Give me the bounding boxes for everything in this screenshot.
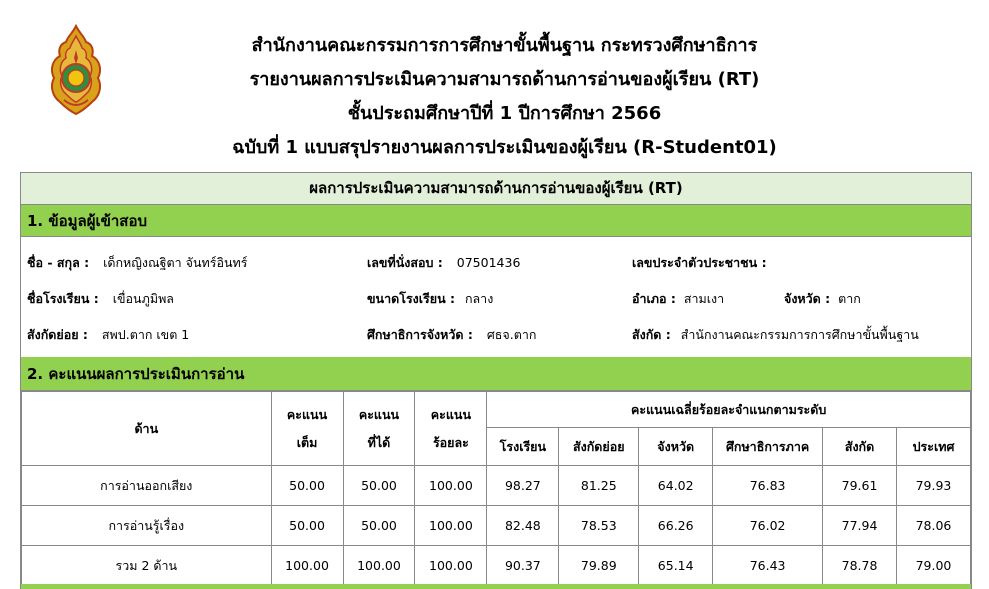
area-avg-cell: 79.89 xyxy=(559,546,639,586)
report-frame xyxy=(20,172,972,589)
school-avg-cell: 82.48 xyxy=(487,506,559,546)
aspect-column-header: ด้าน xyxy=(22,392,272,466)
aspect-cell: รวม 2 ด้าน xyxy=(22,546,272,586)
province-label: จังหวัด : xyxy=(784,291,831,306)
table-row xyxy=(22,466,971,506)
sub-affiliation-label: สังกัดย่อย : xyxy=(27,327,88,342)
aspect-cell: การอ่านรู้เรื่อง xyxy=(22,506,272,546)
provincial-education-field xyxy=(367,327,536,343)
header-report-name-line: รายงานผลการประเมินความสามารถด้านการอ่านของผู้เรียน (RT) xyxy=(249,69,760,90)
full-score-cell: 50.00 xyxy=(271,506,343,546)
country-avg-column-header: ประเทศ xyxy=(896,428,970,466)
affiliation-avg-column-header: สังกัด xyxy=(823,428,897,466)
seat-number-value: 07501436 xyxy=(456,255,521,270)
district-field xyxy=(632,291,724,307)
area-avg-column-header: สังกัดย่อย xyxy=(559,428,639,466)
student-name-field xyxy=(27,255,247,271)
country-avg-cell: 79.93 xyxy=(896,466,970,506)
percent-score-cell: 100.00 xyxy=(415,546,487,586)
obtained-score-cell: 100.00 xyxy=(343,546,415,586)
school-size-label: ขนาดโรงเรียน : xyxy=(367,291,455,306)
province-avg-column-header: จังหวัด xyxy=(639,428,713,466)
report-title-bar: ผลการประเมินความสามารถด้านการอ่านของผู้เรียน (RT) xyxy=(21,173,971,205)
affiliation-label: สังกัด : xyxy=(632,327,671,342)
obtained-score-column-header xyxy=(343,392,415,466)
sub-affiliation-value: สพป.ตาก เขต 1 xyxy=(101,327,190,342)
obtained-score-cell: 50.00 xyxy=(343,466,415,506)
province-field xyxy=(784,291,861,307)
affiliation-value: สำนักงานคณะกรรมการการศึกษาขั้นพื้นฐาน xyxy=(680,327,919,342)
header-form-line: ฉบับที่ 1 แบบสรุปรายงานผลการประเมินของผู้เรียน (R-Student01) xyxy=(232,137,777,158)
school-name-value: เขื่อนภูมิพล xyxy=(112,291,174,306)
obtained-score-header-line2: ที่ได้ xyxy=(367,434,391,450)
country-avg-cell: 79.00 xyxy=(896,546,970,586)
school-avg-column-header: โรงเรียน xyxy=(487,428,559,466)
affiliation-avg-cell: 79.61 xyxy=(823,466,897,506)
student-name-value: เด็กหญิงณฐิตา จันทร์อินทร์ xyxy=(103,255,248,270)
percent-score-column-header xyxy=(415,392,487,466)
table-row xyxy=(22,546,971,586)
region-avg-cell: 76.43 xyxy=(713,546,823,586)
section-2-header: 2. คะแนนผลการประเมินการอ่าน xyxy=(21,357,971,391)
area-avg-cell: 81.25 xyxy=(559,466,639,506)
district-value: สามเงา xyxy=(683,291,725,306)
affiliation-avg-cell: 78.78 xyxy=(823,546,897,586)
percent-score-cell: 100.00 xyxy=(415,466,487,506)
provincial-education-label: ศึกษาธิการจังหวัด : xyxy=(367,327,473,342)
school-size-field xyxy=(367,291,493,307)
province-avg-cell: 64.02 xyxy=(639,466,713,506)
aspect-cell: การอ่านออกเสียง xyxy=(22,466,272,506)
full-score-header-line1: คะแนน xyxy=(286,406,328,422)
header-grade-year-line: ชั้นประถมศึกษาปีที่ 1 ปีการศึกษา 2566 xyxy=(347,103,662,124)
student-name-label: ชื่อ - สกุล : xyxy=(27,255,90,270)
section-1-header: 1. ข้อมูลผู้เข้าสอบ xyxy=(21,205,971,237)
school-avg-cell: 98.27 xyxy=(487,466,559,506)
school-avg-cell: 90.37 xyxy=(487,546,559,586)
header-agency-line: สำนักงานคณะกรรมการการศึกษาขั้นพื้นฐาน กระทรวงศึกษาธิการ xyxy=(251,35,758,56)
reading-scores-table xyxy=(21,391,971,586)
next-section-strip xyxy=(21,584,971,589)
provincial-education-value: ศธจ.ตาก xyxy=(486,327,537,342)
school-size-value: กลาง xyxy=(464,291,494,306)
school-name-field xyxy=(27,291,174,307)
country-avg-cell: 78.06 xyxy=(896,506,970,546)
seat-number-label: เลขที่นั่งสอบ : xyxy=(367,255,443,270)
province-value: ตาก xyxy=(838,291,861,306)
citizen-id-label: เลขประจำตัวประชาชน : xyxy=(632,255,767,270)
district-label: อำเภอ : xyxy=(632,291,676,306)
full-score-header-line2: เต็ม xyxy=(296,434,318,450)
sub-affiliation-field xyxy=(27,327,189,343)
obtained-score-header-line1: คะแนน xyxy=(358,406,400,422)
seat-number-field xyxy=(367,255,520,271)
area-avg-cell: 78.53 xyxy=(559,506,639,546)
affiliation-field xyxy=(632,327,919,343)
province-avg-cell: 65.14 xyxy=(639,546,713,586)
province-avg-cell: 66.26 xyxy=(639,506,713,546)
average-by-level-group-header: คะแนนเฉลี่ยร้อยละจำแนกตามระดับ xyxy=(487,392,971,428)
percent-score-header-line1: คะแนน xyxy=(430,406,472,422)
full-score-cell: 100.00 xyxy=(271,546,343,586)
table-row xyxy=(22,506,971,546)
school-name-label: ชื่อโรงเรียน : xyxy=(27,291,99,306)
region-avg-cell: 76.02 xyxy=(713,506,823,546)
full-score-cell: 50.00 xyxy=(271,466,343,506)
citizen-id-field xyxy=(632,255,767,271)
region-avg-column-header: ศึกษาธิการภาค xyxy=(713,428,823,466)
obtained-score-cell: 50.00 xyxy=(343,506,415,546)
affiliation-avg-cell: 77.94 xyxy=(823,506,897,546)
percent-score-header-line2: ร้อยละ xyxy=(432,434,469,450)
percent-score-cell: 100.00 xyxy=(415,506,487,546)
region-avg-cell: 76.83 xyxy=(713,466,823,506)
full-score-column-header xyxy=(271,392,343,466)
